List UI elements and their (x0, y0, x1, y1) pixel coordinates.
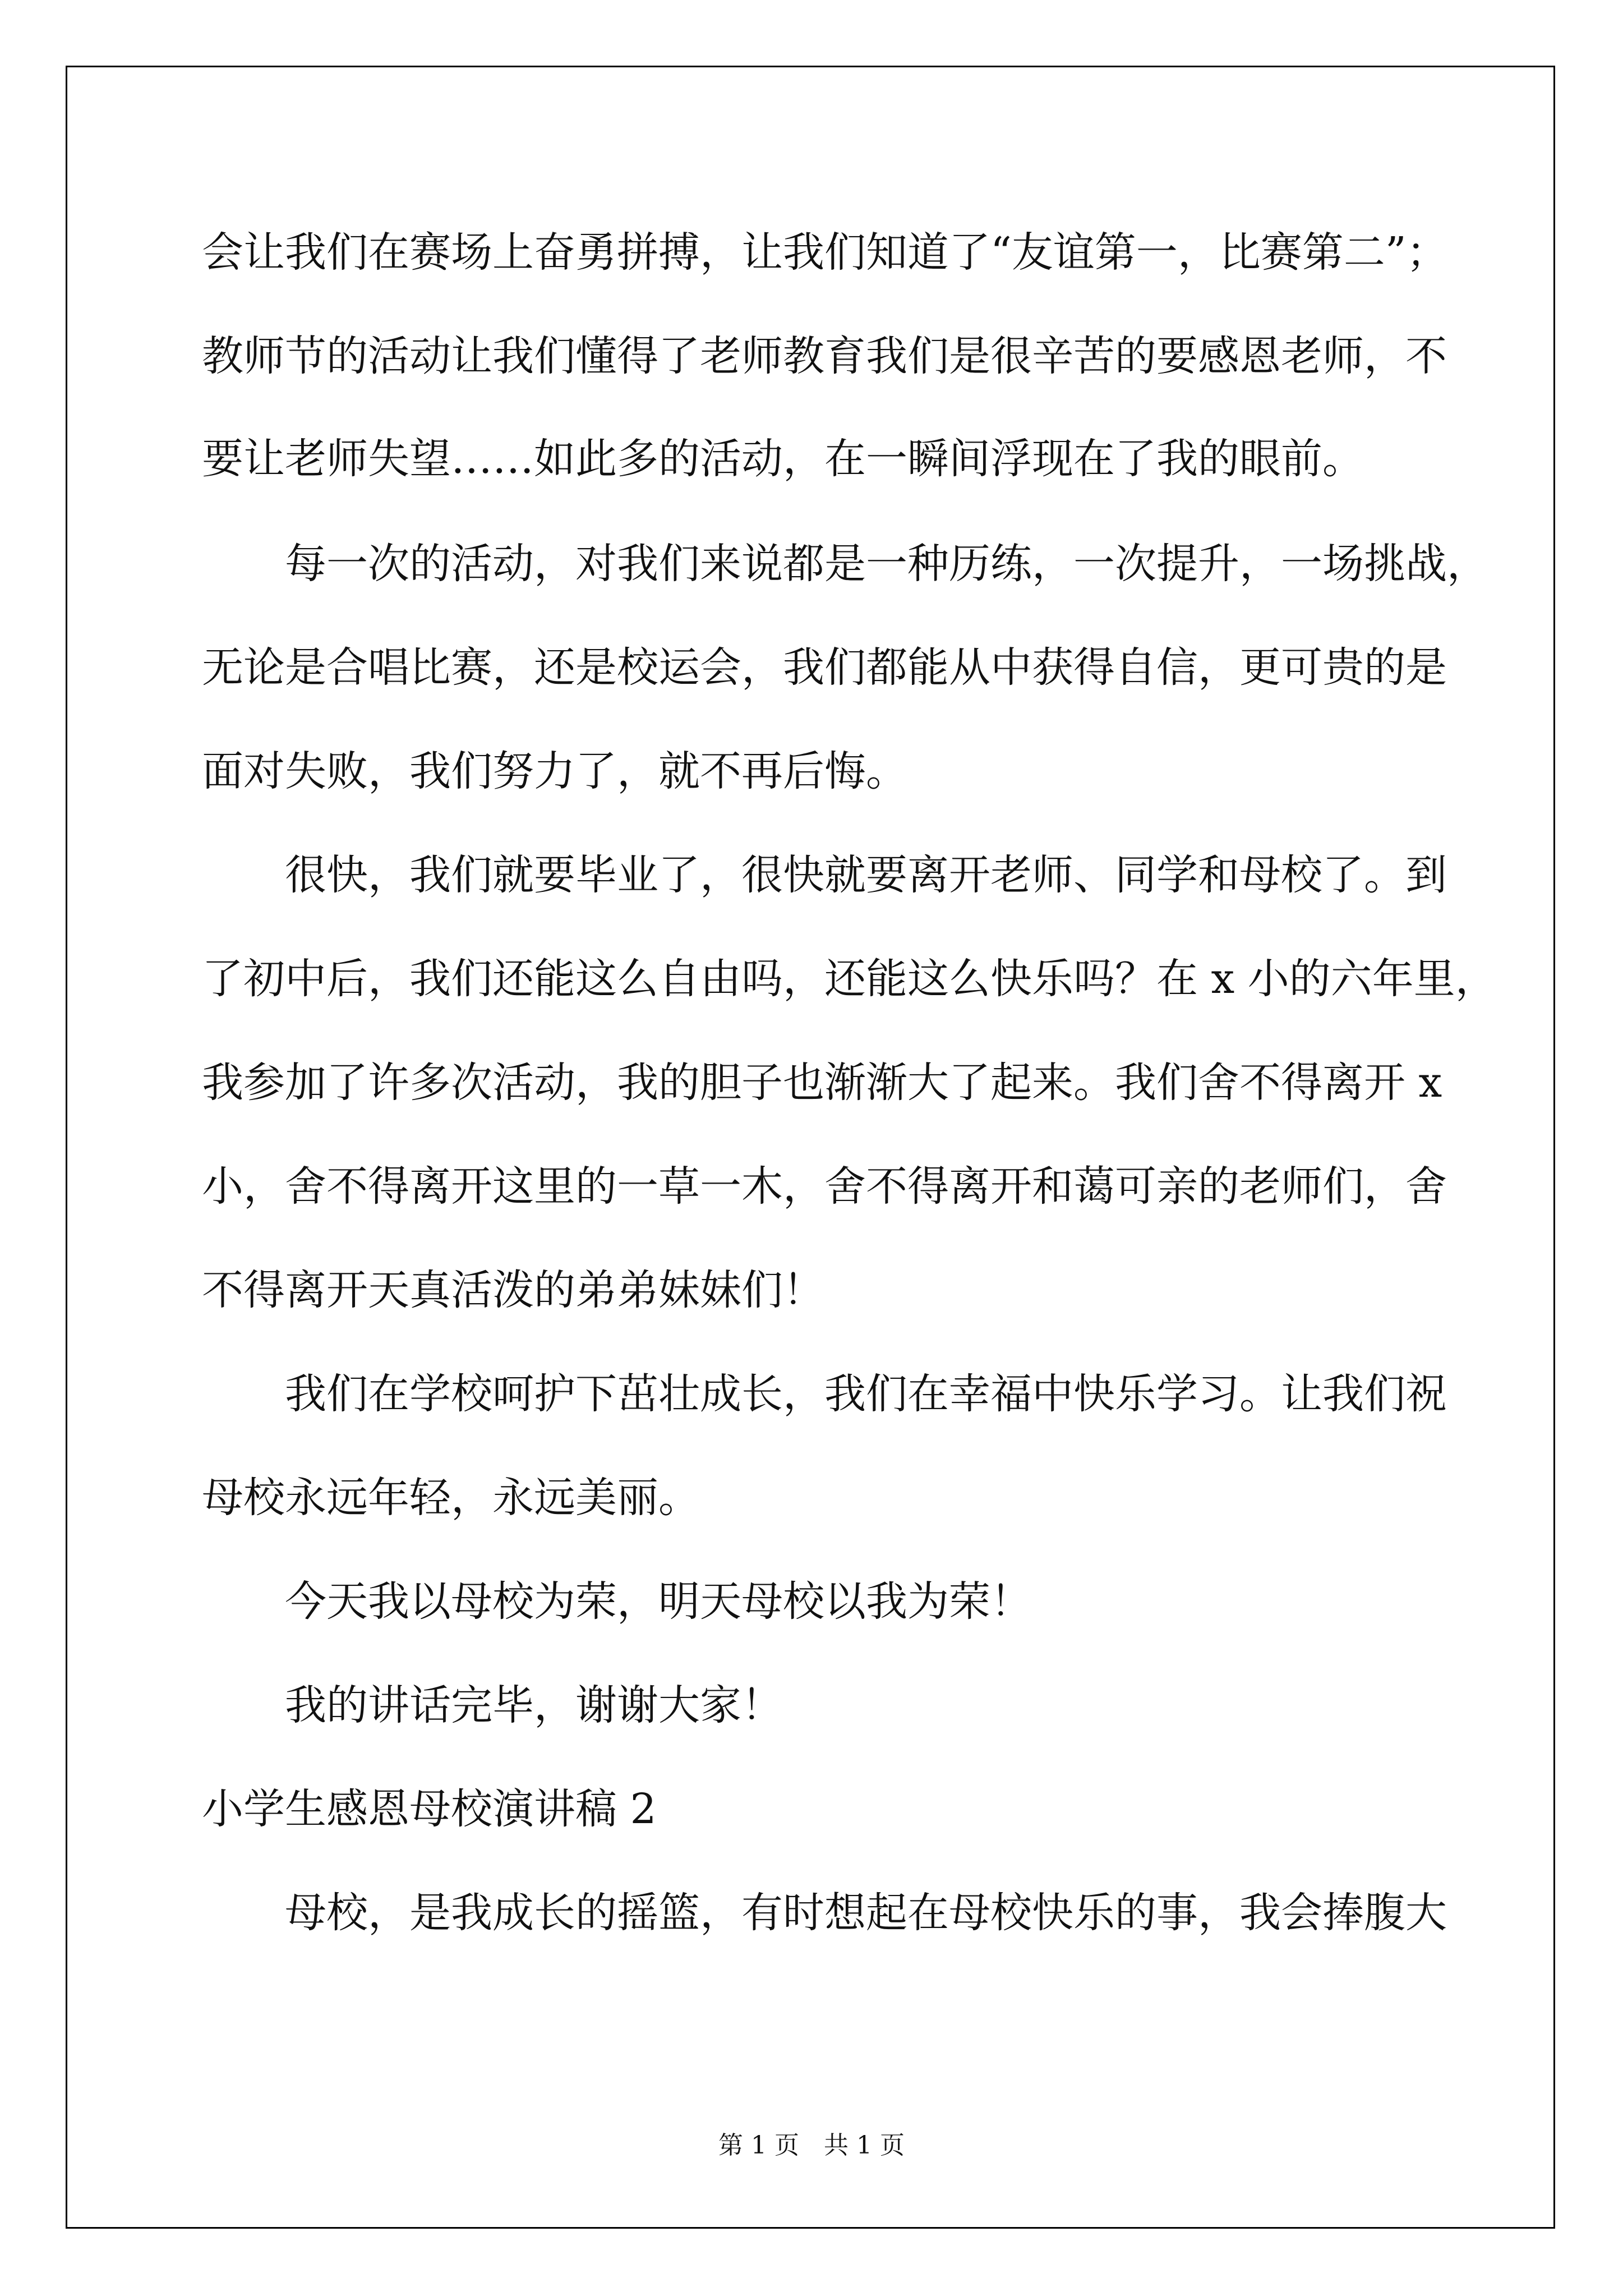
text-line: 小，舍不得离开这里的一草一木，舍不得离开和蔼可亲的老师们，舍 (202, 1162, 1447, 1211)
text-line: 不得离开天真活泼的弟弟妹妹们！ (202, 1266, 824, 1314)
text-line: 面对失败，我们努力了，就不再后悔。 (202, 747, 907, 795)
text-line: 母校永远年轻，永远美丽。 (202, 1474, 700, 1522)
text-line: 会让我们在赛场上奋勇拼搏，让我们知道了“友谊第一，比赛第二”； (202, 228, 1448, 277)
text-line: 了初中后，我们还能这么自由吗，还能这么快乐吗？在 x 小的六年里， (202, 955, 1497, 1003)
paragraph-line: 我的讲话完毕，谢谢大家！ (285, 1681, 783, 1729)
paragraph-line: 很快，我们就要毕业了，很快就要离开老师、同学和母校了。到 (285, 851, 1447, 899)
text-line: 无论是合唱比赛，还是校运会，我们都能从中获得自信，更可贵的是 (202, 643, 1447, 692)
page-footer: 第 1 页 共 1 页 (718, 2131, 905, 2160)
paragraph-line: 母校，是我成长的摇篮，有时想起在母校快乐的事，我会捧腹大 (285, 1889, 1447, 1937)
text-line: 教师节的活动让我们懂得了老师教育我们是很辛苦的要感恩老师，不 (202, 332, 1447, 380)
section-heading: 小学生感恩母校演讲稿 2 (202, 1785, 657, 1833)
paragraph-line: 今天我以母校为荣，明天母校以我为荣！ (285, 1577, 1032, 1626)
paragraph-line: 我们在学校呵护下茁壮成长，我们在幸福中快乐学习。让我们祝 (285, 1370, 1447, 1418)
text-line: 要让老师失望……如此多的活动，在一瞬间浮现在了我的眼前。 (202, 435, 1364, 483)
text-line: 我参加了许多次活动，我的胆子也渐渐大了起来。我们舍不得离开 x (202, 1059, 1442, 1107)
paragraph-line: 每一次的活动，对我们来说都是一种历练，一次提升，一场挑战， (285, 540, 1488, 588)
